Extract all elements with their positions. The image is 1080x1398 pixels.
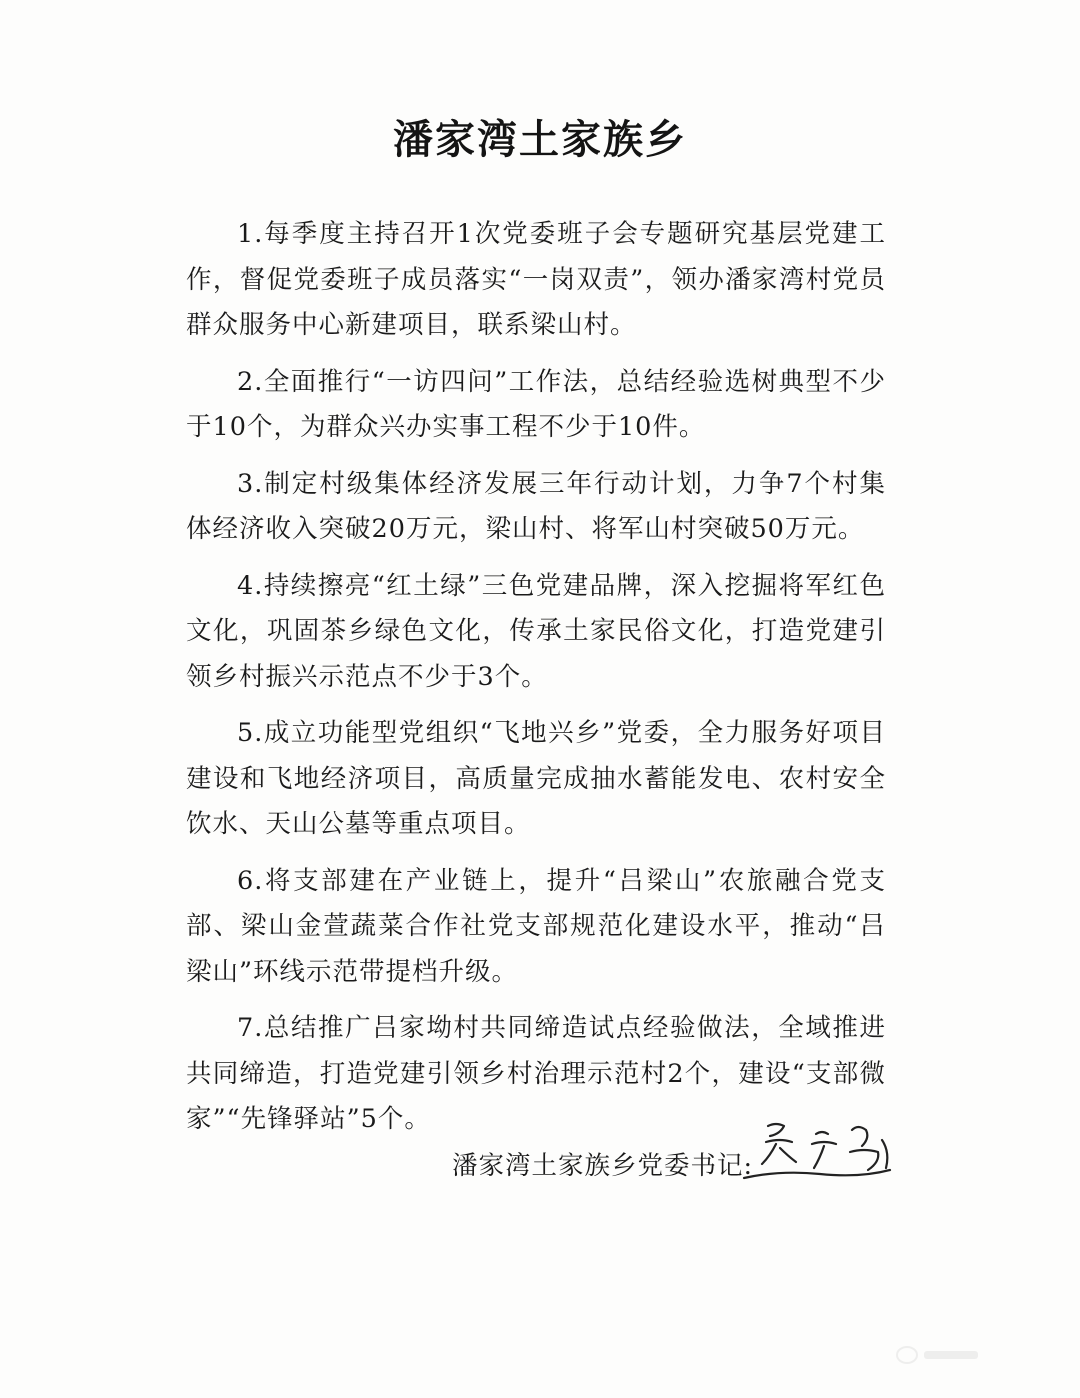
paragraph-3: 3.制定村级集体经济发展三年行动计划，力争7个村集体经济收入突破20万元，梁山村、将军山村突破50万元。 <box>186 468 886 544</box>
handwritten-signature <box>740 1112 910 1192</box>
signature-block <box>452 1112 922 1192</box>
paragraph-6: 6.将支部建在产业链上，提升“吕梁山”农旅融合党支部、梁山金萱蔬菜合作社党支部规范化建设水平，推动“吕梁山”环线示范带提档升级。 <box>186 865 886 987</box>
document-title: 潘家湾土家族乡 <box>393 116 687 163</box>
paragraph-5: 5.成立功能型党组织“飞地兴乡”党委，全力服务好项目建设和飞地经济项目，高质量完成抽水蓄能发电、农村安全饮水、天山公墓等重点项目。 <box>186 718 886 839</box>
paragraph-4: 4.持续擦亮“红土绿”三色党建品牌，深入挖掘将军红色文化，巩固茶乡绿色文化，传承土家民俗文化，打造党建引领乡村振兴示范点不少于3个。 <box>186 570 886 692</box>
signature-label: 潘家湾土家族乡党委书记: <box>452 1151 754 1181</box>
watermark-logo <box>894 1342 984 1368</box>
paragraph-1: 1.每季度主持召开1次党委班子会专题研究基层党建工作，督促党委班子成员落实“一岗双责”，领办潘家湾村党员群众服务中心新建项目，联系梁山村。 <box>186 219 886 340</box>
paragraph-2: 2.全面推行“一访四问”工作法，总结经验选树典型不少于10个，为群众兴办实事工程不少于10件。 <box>186 366 886 442</box>
document-body <box>186 212 886 1154</box>
paragraph-7: 7.总结推广吕家坳村共同缔造试点经验做法，全域推进共同缔造，打造党建引领乡村治理示范村2个，建设“支部微家”“先锋驿站”5个。 <box>186 1013 886 1134</box>
